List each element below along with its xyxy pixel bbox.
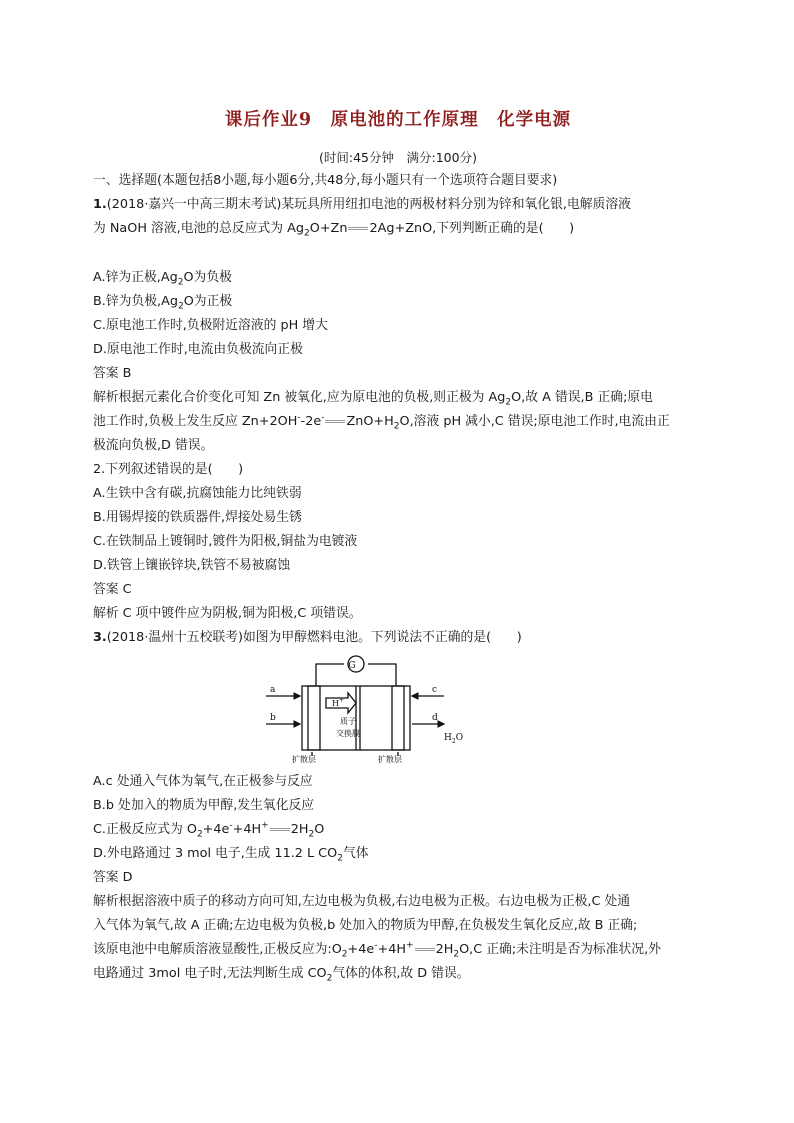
q2-answer: 答案 C bbox=[93, 582, 132, 597]
q3-answer: 答案 D bbox=[93, 870, 133, 885]
external-wire-left bbox=[316, 664, 344, 686]
q1-number: 1. bbox=[93, 197, 107, 212]
water-outlet-label: $H_2O$ bbox=[444, 733, 464, 745]
equals-sign-icon bbox=[348, 227, 368, 230]
q1-explanation-line1: 解析根据元素化合价变化可知 Zn 被氧化,应为原电池的负极,则正极为 $Ag_2O$,故 A 错误,B 正确;原电 bbox=[93, 390, 653, 408]
q1-option-c: C.原电池工作时,负极附近溶液的 pH 增大 bbox=[93, 318, 328, 333]
q2-explanation: 解析 C 项中镀件应为阴极,铜为阳极,C 项错误。 bbox=[93, 606, 362, 621]
equals-sign-icon bbox=[415, 948, 435, 951]
inlet-label-b: b bbox=[270, 713, 276, 723]
external-wire-right bbox=[368, 664, 396, 686]
equals-sign-icon bbox=[270, 828, 290, 831]
q3-option-c: C.正极反应式为 $O_2+4e^-+4H^+$ $2H_2O$ bbox=[93, 820, 325, 840]
q3-stem: 3.(2018·温州十五校联考)如图为甲醇燃料电池。下列说法不正确的是( ) bbox=[93, 630, 522, 645]
q3-explanation-line1: 解析根据溶液中质子的移动方向可知,左边电极为负极,右边电极为正极。右边电极为正极,C 处通 bbox=[93, 894, 631, 909]
inlet-label-c: c bbox=[432, 685, 438, 695]
q1-option-d: D.原电池工作时,电流由负极流向正极 bbox=[93, 342, 303, 357]
membrane-label-line1: 质子 bbox=[340, 717, 356, 726]
outlet-label-d: d bbox=[432, 713, 438, 723]
right-diffusion-layer bbox=[392, 686, 404, 750]
time-and-score: (时间:45分钟 满分:100分) bbox=[319, 150, 477, 165]
q1-answer: 答案 B bbox=[93, 366, 132, 381]
q3-explanation-line3: 该原电池中电解质溶液显酸性,正极反应为$:O_2+4e^-+4H^+$ $2H_2O,C$ 正确;未注明是否为标准状况,外 bbox=[93, 940, 661, 960]
galvanometer-label: G bbox=[348, 661, 356, 671]
q1-stem-line2: 为 NaOH 溶液,电池的总反应式为 $Ag_2O+Zn$ 2Ag+ZnO,下列判断正确的是( ) bbox=[93, 221, 575, 239]
methanol-fuel-cell-diagram bbox=[244, 652, 464, 764]
left-diffusion-layer bbox=[308, 686, 320, 750]
proton-label: H+ bbox=[332, 697, 345, 708]
q2-stem: 2.下列叙述错误的是( ) bbox=[93, 462, 244, 477]
q2-option-b: B.用锡焊接的铁质器件,焊接处易生锈 bbox=[93, 510, 302, 525]
inlet-label-a: a bbox=[270, 685, 276, 695]
q2-option-c: C.在铁制品上镀铜时,镀件为阳极,铜盐为电镀液 bbox=[93, 534, 358, 549]
q1-explanation-line2: 池工作时,负极上发生反应 Zn+2OH--2e- $ZnO+H_2O$,溶液 pH 减小,C 错误;原电池工作时,电流由正 bbox=[93, 412, 670, 432]
q1-stem-line1: 1.(2018·嘉兴一中高三期末考试)某玩具所用纽扣电池的两极材料分别为锌和氧化银,电解质溶液 bbox=[93, 197, 631, 212]
q3-explanation-line2: 入气体为氧气,故 A 正确;左边电极为负极,b 处加入的物质为甲醇,在负极发生氧化反应,故 B 正确; bbox=[93, 918, 638, 933]
membrane-label-line2: 交换膜 bbox=[336, 729, 360, 738]
q3-option-a: A.c 处通入气体为氧气,在正极参与反应 bbox=[93, 774, 313, 789]
q1-explanation-line3: 极流向负极,D 错误。 bbox=[93, 438, 214, 453]
q2-option-d: D.铁管上镶嵌锌块,铁管不易被腐蚀 bbox=[93, 558, 291, 573]
q3-option-b: B.b 处加入的物质为甲醇,发生氧化反应 bbox=[93, 798, 315, 813]
diffusion-layer-label-right: 扩散层 bbox=[378, 755, 402, 764]
q3-explanation-line4: 电路通过 3mol 电子时,无法判断生成 $CO_2$气体的体积,故 D 错误。 bbox=[93, 966, 470, 984]
worksheet-title: 课后作业9 原电池的工作原理 化学电源 bbox=[224, 110, 572, 130]
q3-option-d: D.外电路通过 3 mol 电子,生成 11.2 L $CO_2$气体 bbox=[93, 846, 369, 864]
q3-number: 3. bbox=[93, 630, 107, 645]
diffusion-layer-label-left: 扩散层 bbox=[292, 755, 316, 764]
section-heading: 一、选择题(本题包括8小题,每小题6分,共48分,每小题只有一个选项符合题目要求) bbox=[93, 173, 558, 188]
q2-option-a: A.生铁中含有碳,抗腐蚀能力比纯铁弱 bbox=[93, 486, 302, 501]
equals-sign-icon bbox=[325, 420, 345, 423]
q1-option-b: B.锌为负极$,Ag_2O$为正极 bbox=[93, 294, 233, 312]
q1-option-a: A.锌为正极$,Ag_2O$为负极 bbox=[93, 270, 232, 288]
